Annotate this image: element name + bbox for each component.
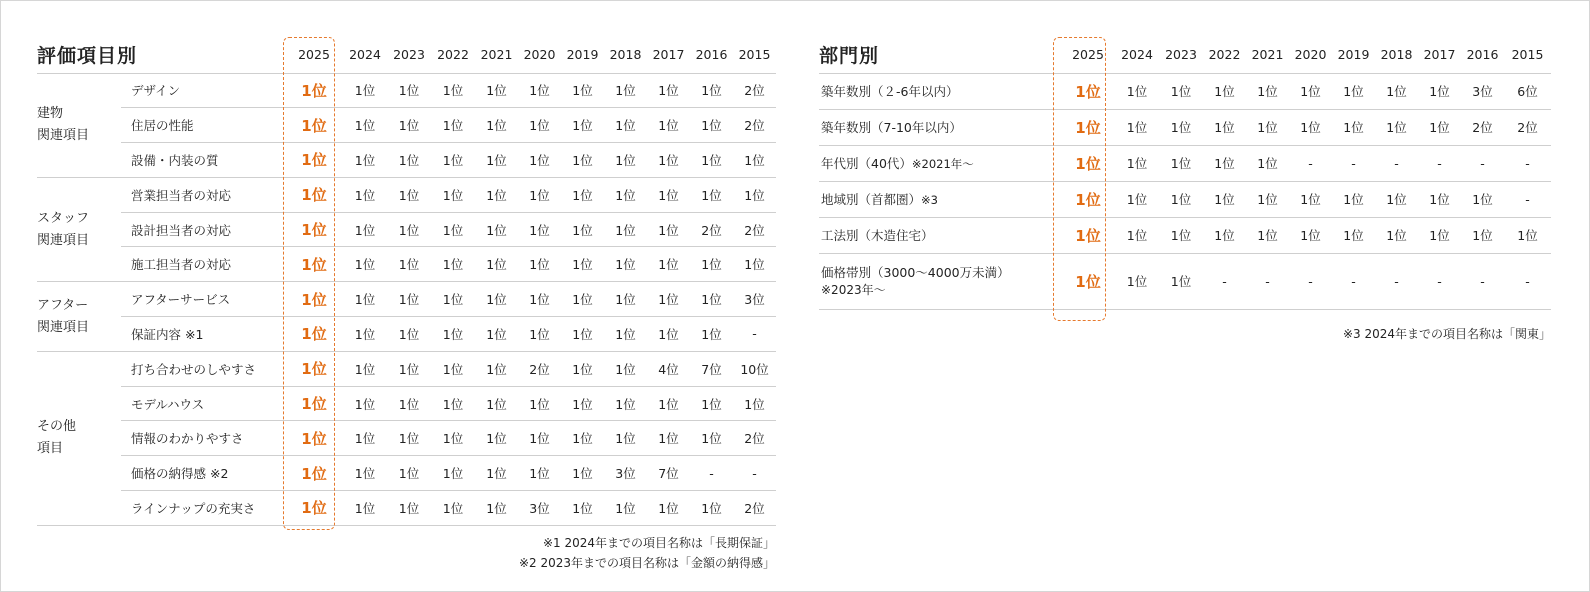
rank-cell: 1位 xyxy=(647,386,690,421)
rank-cell: 1位 xyxy=(647,108,690,143)
rank-cell: 1位 xyxy=(690,491,733,526)
rank-cell: 1位 xyxy=(518,317,561,352)
rank-cell: 1位 xyxy=(690,108,733,143)
rank-cell: 1位 xyxy=(387,317,431,352)
rank-cell: 1位 xyxy=(690,247,733,282)
rank-cell: 2位 xyxy=(733,108,776,143)
rank-cell: 1位 xyxy=(343,73,387,108)
rank-cell: 1位 xyxy=(1289,73,1332,109)
rank-cell: 1位 xyxy=(431,491,475,526)
item-label xyxy=(819,73,1061,109)
rank-cell: 1位 xyxy=(647,491,690,526)
rank-cell: 1位 xyxy=(1461,217,1504,253)
item-label: 価格の納得感 ※2 xyxy=(121,456,285,491)
rank-cell: 1位 xyxy=(690,73,733,108)
table-row xyxy=(37,491,776,526)
rank-cell: 1位 xyxy=(1246,109,1289,145)
rank-cell: 4位 xyxy=(647,351,690,386)
item-name: 築年数別（２-6年以内） xyxy=(821,84,959,99)
rank-cell: 2位 xyxy=(733,73,776,108)
rank-cell: 1位 xyxy=(518,247,561,282)
rank-cell: 1位 xyxy=(604,317,647,352)
rank-cell: 1位 xyxy=(604,108,647,143)
category-label xyxy=(37,282,121,352)
rank-cell: 2位 xyxy=(1461,109,1504,145)
rank-cell: 1位 xyxy=(475,212,518,247)
rank-cell: 1位 xyxy=(1375,73,1418,109)
rank-cell: 1位 xyxy=(343,177,387,212)
table-row xyxy=(37,456,776,491)
rank-cell: 1位 xyxy=(475,73,518,108)
table-row xyxy=(37,421,776,456)
rank-cell: 1位 xyxy=(604,386,647,421)
rank-cell: 1位 xyxy=(387,177,431,212)
footnote-2: ※2 2023年までの項目名称は「金額の納得感」 xyxy=(518,556,775,570)
rank-cell: 1位 xyxy=(561,247,604,282)
rank-cell: 1位 xyxy=(561,386,604,421)
rank-cell: 1位 xyxy=(1375,181,1418,217)
year-header: 2020 xyxy=(1289,37,1332,73)
table-row xyxy=(37,177,776,212)
rank-cell: 1位 xyxy=(604,212,647,247)
item-name: 価格帯別（3000〜4000万未満） xyxy=(821,265,1010,280)
rank-cell: 1位 xyxy=(431,177,475,212)
evaluation-table xyxy=(37,37,776,526)
rank-2025: 1位 xyxy=(285,212,343,247)
category-line: その他 xyxy=(37,419,77,435)
rank-cell: 1位 xyxy=(647,73,690,108)
year-header: 2015 xyxy=(733,37,776,73)
rank-cell: 1位 xyxy=(604,73,647,108)
rank-cell: 1位 xyxy=(518,386,561,421)
rank-cell: 1位 xyxy=(1375,109,1418,145)
category-line: 建物 xyxy=(37,106,64,122)
rank-cell: 1位 xyxy=(1203,217,1246,253)
rank-cell: 1位 xyxy=(387,351,431,386)
rank-cell: 1位 xyxy=(604,351,647,386)
rank-2025: 1位 xyxy=(285,108,343,143)
rank-cell: - xyxy=(1332,253,1375,309)
item-note: ※2023年〜 xyxy=(821,283,886,297)
rank-cell: 1位 xyxy=(475,282,518,317)
rank-cell: 1位 xyxy=(690,143,733,178)
item-label: 営業担当者の対応 xyxy=(121,177,285,212)
rank-cell: 1位 xyxy=(561,108,604,143)
rank-cell: 1位 xyxy=(518,143,561,178)
rank-cell: 1位 xyxy=(1332,109,1375,145)
rank-cell: 1位 xyxy=(1115,73,1159,109)
item-label: 保証内容 ※1 xyxy=(121,317,285,352)
rank-cell: - xyxy=(1461,253,1504,309)
rank-cell: 1位 xyxy=(604,177,647,212)
year-header: 2025 xyxy=(1061,37,1115,73)
year-header: 2017 xyxy=(1418,37,1461,73)
year-header: 2019 xyxy=(1332,37,1375,73)
table-row xyxy=(37,108,776,143)
year-header: 2021 xyxy=(475,37,518,73)
rank-cell: 1位 xyxy=(431,108,475,143)
rank-cell: 1位 xyxy=(431,143,475,178)
rank-cell: - xyxy=(1461,145,1504,181)
rank-2025: 1位 xyxy=(1061,73,1115,109)
year-header: 2024 xyxy=(1115,37,1159,73)
item-label xyxy=(819,217,1061,253)
rank-cell: 1位 xyxy=(387,73,431,108)
section-title: 部門別 xyxy=(819,45,880,68)
rank-cell: 1位 xyxy=(604,143,647,178)
rank-2025: 1位 xyxy=(1061,181,1115,217)
rank-cell: 2位 xyxy=(1504,109,1551,145)
rank-cell: 1位 xyxy=(1332,181,1375,217)
year-header: 2024 xyxy=(343,37,387,73)
category-line: 項目 xyxy=(37,441,64,457)
rank-cell: - xyxy=(1504,181,1551,217)
rank-cell: 1位 xyxy=(475,108,518,143)
year-header: 2022 xyxy=(431,37,475,73)
year-header: 2019 xyxy=(561,37,604,73)
rank-cell: 1位 xyxy=(647,143,690,178)
rank-cell: 1位 xyxy=(1115,109,1159,145)
item-name: 年代別（40代） xyxy=(821,156,912,171)
rank-2025: 1位 xyxy=(285,456,343,491)
year-header: 2017 xyxy=(647,37,690,73)
rank-cell: 7位 xyxy=(647,456,690,491)
rank-2025: 1位 xyxy=(285,421,343,456)
rank-cell: 1位 xyxy=(518,177,561,212)
rank-cell: - xyxy=(1375,145,1418,181)
rank-cell: 1位 xyxy=(647,247,690,282)
rank-cell: 1位 xyxy=(733,386,776,421)
rank-cell: 1位 xyxy=(343,247,387,282)
rank-cell: 6位 xyxy=(1504,73,1551,109)
item-label: 打ち合わせのしやすさ xyxy=(121,351,285,386)
rank-cell: 1位 xyxy=(1159,73,1203,109)
rank-cell: 1位 xyxy=(604,491,647,526)
rank-cell: 1位 xyxy=(1246,73,1289,109)
table-row xyxy=(819,217,1551,253)
rank-cell: 1位 xyxy=(561,282,604,317)
rank-cell: 1位 xyxy=(1203,181,1246,217)
rank-cell: 1位 xyxy=(690,282,733,317)
rank-cell: 1位 xyxy=(387,386,431,421)
rank-cell: 2位 xyxy=(733,421,776,456)
rank-cell: 1位 xyxy=(1418,217,1461,253)
rank-cell: 1位 xyxy=(387,108,431,143)
rank-cell: - xyxy=(1289,253,1332,309)
rank-cell: 1位 xyxy=(1203,73,1246,109)
item-label: デザイン xyxy=(121,73,285,108)
table-row xyxy=(37,386,776,421)
rank-cell: 1位 xyxy=(475,386,518,421)
rank-cell: 1位 xyxy=(475,317,518,352)
rank-cell: - xyxy=(733,456,776,491)
rank-cell: 1位 xyxy=(343,108,387,143)
item-label xyxy=(819,181,1061,217)
rank-cell: 1位 xyxy=(431,73,475,108)
item-name: 地域別（首都圏） xyxy=(821,192,922,207)
rank-cell: 1位 xyxy=(475,351,518,386)
category-label xyxy=(37,177,121,281)
rank-cell: 1位 xyxy=(343,386,387,421)
rank-cell: 1位 xyxy=(431,212,475,247)
category-line: 関連項目 xyxy=(37,232,90,248)
rank-cell: 1位 xyxy=(387,282,431,317)
rank-cell: - xyxy=(1203,253,1246,309)
table-row xyxy=(819,181,1551,217)
rank-cell: - xyxy=(690,456,733,491)
rank-cell: 1位 xyxy=(431,247,475,282)
rank-cell: 1位 xyxy=(647,317,690,352)
rank-cell: 1位 xyxy=(1159,253,1203,309)
rank-cell: 1位 xyxy=(733,177,776,212)
category-line: 関連項目 xyxy=(37,319,90,335)
year-header: 2023 xyxy=(387,37,431,73)
item-label: 施工担当者の対応 xyxy=(121,247,285,282)
category-line: 関連項目 xyxy=(37,128,90,144)
category-label xyxy=(37,73,121,177)
rank-cell: 1位 xyxy=(431,282,475,317)
rank-cell: 1位 xyxy=(387,143,431,178)
item-label: 設計担当者の対応 xyxy=(121,212,285,247)
rank-2025: 1位 xyxy=(1061,145,1115,181)
rank-cell: 1位 xyxy=(387,212,431,247)
item-label: 住居の性能 xyxy=(121,108,285,143)
rank-cell: 1位 xyxy=(475,421,518,456)
rank-2025: 1位 xyxy=(285,317,343,352)
rank-cell: 1位 xyxy=(431,386,475,421)
rank-cell: 1位 xyxy=(1246,217,1289,253)
rank-cell: - xyxy=(1289,145,1332,181)
year-header: 2016 xyxy=(1461,37,1504,73)
rank-cell: 1位 xyxy=(343,143,387,178)
rank-cell: 1位 xyxy=(343,456,387,491)
rank-cell: - xyxy=(1418,145,1461,181)
rank-cell: 1位 xyxy=(561,317,604,352)
rank-cell: 1位 xyxy=(343,491,387,526)
rank-2025: 1位 xyxy=(285,143,343,178)
year-header: 2022 xyxy=(1203,37,1246,73)
table-row xyxy=(819,73,1551,109)
rank-2025: 1位 xyxy=(285,386,343,421)
rank-cell: 1位 xyxy=(1418,181,1461,217)
rank-cell: - xyxy=(1418,253,1461,309)
category-line: スタッフ xyxy=(37,210,90,226)
rank-cell: 1位 xyxy=(647,212,690,247)
rank-cell: 1位 xyxy=(518,212,561,247)
rank-cell: 1位 xyxy=(1115,217,1159,253)
rank-cell: 1位 xyxy=(604,421,647,456)
item-label xyxy=(819,109,1061,145)
rank-cell: 1位 xyxy=(561,351,604,386)
item-label: 情報のわかりやすさ xyxy=(121,421,285,456)
item-label xyxy=(819,145,1061,181)
rank-cell: 1位 xyxy=(1461,181,1504,217)
rank-cell: 1位 xyxy=(1332,73,1375,109)
rank-cell: 1位 xyxy=(518,456,561,491)
year-header: 2016 xyxy=(690,37,733,73)
table-row xyxy=(37,247,776,282)
item-label xyxy=(819,253,1061,309)
rank-cell: 1位 xyxy=(1115,253,1159,309)
rank-cell: 1位 xyxy=(1289,109,1332,145)
rank-cell: 1位 xyxy=(431,421,475,456)
rank-cell: 1位 xyxy=(561,143,604,178)
item-note: ※2021年〜 xyxy=(911,157,974,171)
rank-cell: 1位 xyxy=(518,108,561,143)
rank-cell: 1位 xyxy=(343,212,387,247)
rank-2025: 1位 xyxy=(285,247,343,282)
rank-cell: - xyxy=(1246,253,1289,309)
category-line: アフター xyxy=(37,297,89,313)
table-row xyxy=(37,73,776,108)
rank-cell: 1位 xyxy=(1159,109,1203,145)
rank-cell: 1位 xyxy=(690,317,733,352)
rank-cell: 1位 xyxy=(647,421,690,456)
rank-cell: 7位 xyxy=(690,351,733,386)
year-header: 2018 xyxy=(604,37,647,73)
year-header: 2018 xyxy=(1375,37,1418,73)
rank-cell: 1位 xyxy=(1375,217,1418,253)
rank-2025: 1位 xyxy=(285,351,343,386)
rank-cell: 1位 xyxy=(561,177,604,212)
rank-cell: 1位 xyxy=(387,247,431,282)
rank-cell: - xyxy=(1375,253,1418,309)
rank-cell: 1位 xyxy=(343,317,387,352)
rank-cell: 1位 xyxy=(475,491,518,526)
rank-cell: 1位 xyxy=(1246,145,1289,181)
table-row xyxy=(37,282,776,317)
rank-cell: - xyxy=(1504,145,1551,181)
table-row xyxy=(37,351,776,386)
rank-cell: 1位 xyxy=(1203,145,1246,181)
rank-cell: 1位 xyxy=(475,177,518,212)
rank-cell: 1位 xyxy=(561,73,604,108)
rank-cell: 1位 xyxy=(1289,181,1332,217)
rank-cell: 1位 xyxy=(647,177,690,212)
rank-cell: 1位 xyxy=(604,282,647,317)
footnote-3: ※3 2024年までの項目名称は「関東」 xyxy=(1342,327,1551,341)
rank-cell: 1位 xyxy=(343,282,387,317)
rank-cell: 1位 xyxy=(431,351,475,386)
year-header: 2020 xyxy=(518,37,561,73)
rank-cell: 3位 xyxy=(733,282,776,317)
year-header: 2023 xyxy=(1159,37,1203,73)
rank-cell: 1位 xyxy=(1504,217,1551,253)
footnote-1: ※1 2024年までの項目名称は「長期保証」 xyxy=(542,536,775,550)
rank-cell: 1位 xyxy=(1418,73,1461,109)
rank-cell: 3位 xyxy=(604,456,647,491)
table-row xyxy=(819,253,1551,309)
year-header: 2025 xyxy=(285,37,343,73)
rank-cell: 1位 xyxy=(561,212,604,247)
item-note: ※3 xyxy=(921,193,938,207)
item-label: アフターサービス xyxy=(121,282,285,317)
rank-cell: 1位 xyxy=(733,247,776,282)
rank-cell: 1位 xyxy=(647,282,690,317)
rank-cell: 1位 xyxy=(1246,181,1289,217)
rank-2025: 1位 xyxy=(285,73,343,108)
item-name: 築年数別（7-10年以内） xyxy=(821,120,962,135)
rank-cell: 1位 xyxy=(518,282,561,317)
table-row xyxy=(819,145,1551,181)
rank-cell: 1位 xyxy=(387,456,431,491)
item-label: ラインナップの充実さ xyxy=(121,491,285,526)
rank-cell: 1位 xyxy=(431,317,475,352)
rank-cell: 2位 xyxy=(733,212,776,247)
item-name: 工法別（木造住宅） xyxy=(821,228,934,243)
department-table xyxy=(819,37,1551,310)
rank-cell: 1位 xyxy=(518,421,561,456)
rank-cell: 1位 xyxy=(343,421,387,456)
rank-cell: 3位 xyxy=(1461,73,1504,109)
rank-cell: 1位 xyxy=(1159,217,1203,253)
rank-cell: - xyxy=(1332,145,1375,181)
rank-cell: - xyxy=(1504,253,1551,309)
year-header: 2021 xyxy=(1246,37,1289,73)
rank-cell: 1位 xyxy=(1332,217,1375,253)
rank-cell: 1位 xyxy=(1159,145,1203,181)
rank-cell: 1位 xyxy=(1115,181,1159,217)
table-row xyxy=(37,317,776,352)
category-label xyxy=(37,351,121,525)
rank-cell: 10位 xyxy=(733,351,776,386)
table-row xyxy=(37,212,776,247)
item-label: 設備・内装の質 xyxy=(121,143,285,178)
rank-cell: 1位 xyxy=(561,456,604,491)
rank-cell: 2位 xyxy=(518,351,561,386)
rank-cell: 1位 xyxy=(561,421,604,456)
table-row xyxy=(37,143,776,178)
rank-2025: 1位 xyxy=(1061,253,1115,309)
rank-cell: 1位 xyxy=(1203,109,1246,145)
rank-cell: 1位 xyxy=(1159,181,1203,217)
rank-2025: 1位 xyxy=(285,177,343,212)
rank-cell: 1位 xyxy=(1418,109,1461,145)
rank-2025: 1位 xyxy=(285,491,343,526)
rank-cell: 2位 xyxy=(690,212,733,247)
rank-cell: 2位 xyxy=(733,491,776,526)
item-label: モデルハウス xyxy=(121,386,285,421)
rank-cell: 1位 xyxy=(1289,217,1332,253)
rank-2025: 1位 xyxy=(1061,217,1115,253)
rank-cell: 1位 xyxy=(604,247,647,282)
rank-cell: 1位 xyxy=(475,143,518,178)
rank-2025: 1位 xyxy=(285,282,343,317)
rank-cell: 1位 xyxy=(1115,145,1159,181)
rank-cell: 1位 xyxy=(690,421,733,456)
table-row xyxy=(819,109,1551,145)
rank-2025: 1位 xyxy=(1061,109,1115,145)
rank-cell: 1位 xyxy=(690,177,733,212)
rank-cell: - xyxy=(733,317,776,352)
rank-cell: 1位 xyxy=(343,351,387,386)
rank-cell: 1位 xyxy=(387,421,431,456)
rank-cell: 1位 xyxy=(733,143,776,178)
rank-cell: 1位 xyxy=(387,491,431,526)
section-title: 評価項目別 xyxy=(37,45,138,68)
rank-cell: 1位 xyxy=(475,247,518,282)
rank-cell: 1位 xyxy=(475,456,518,491)
rank-cell: 1位 xyxy=(518,73,561,108)
rank-cell: 1位 xyxy=(561,491,604,526)
rank-cell: 1位 xyxy=(690,386,733,421)
rank-cell: 3位 xyxy=(518,491,561,526)
year-header: 2015 xyxy=(1504,37,1551,73)
rank-cell: 1位 xyxy=(431,456,475,491)
